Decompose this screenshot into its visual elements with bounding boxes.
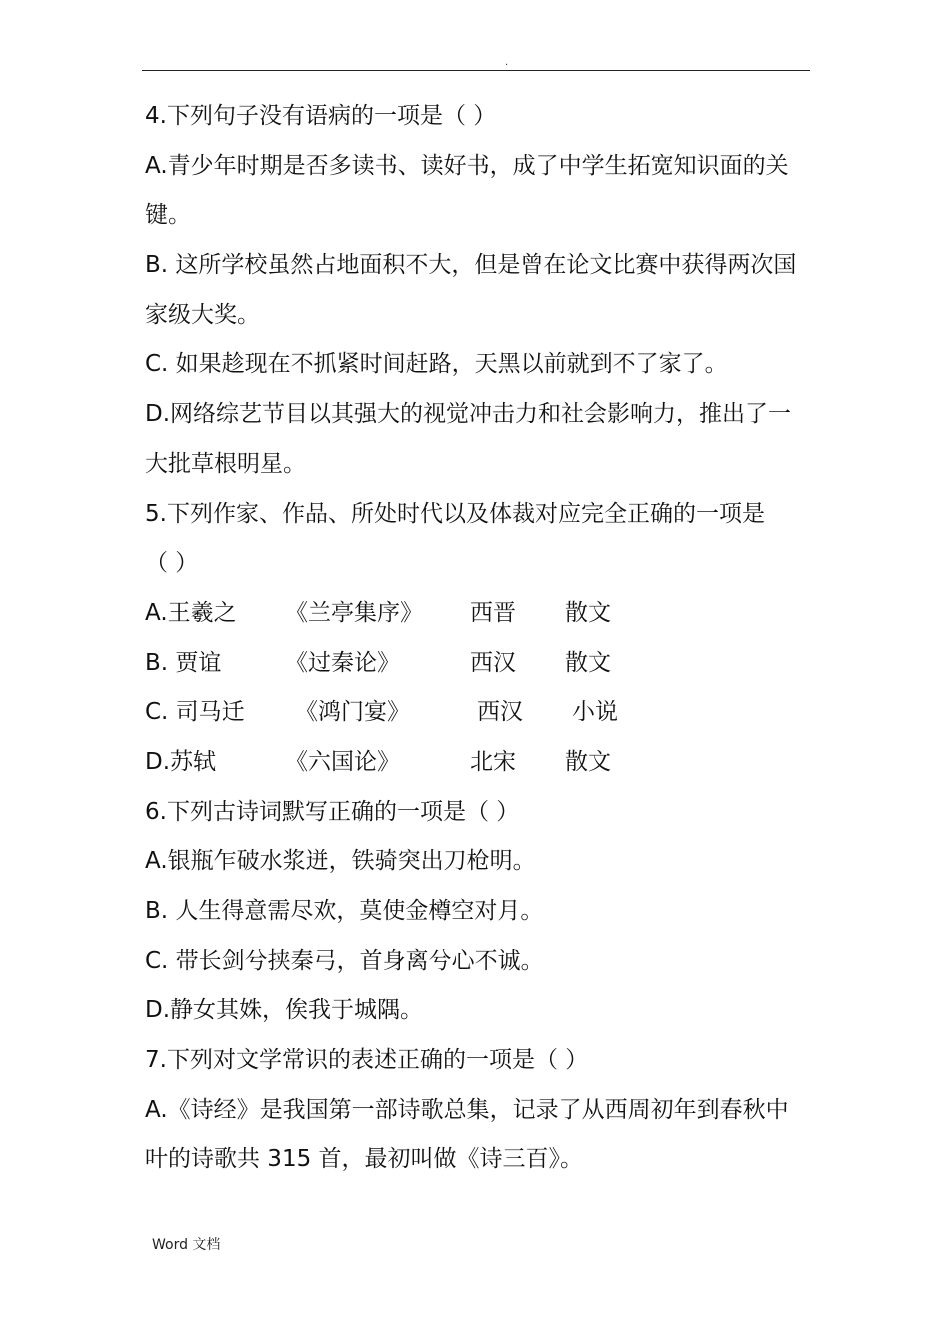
q4-option-a-line1: A.青少年时期是否多读书、读好书，成了中学生拓宽知识面的关 <box>145 152 789 179</box>
q5-option-b-author: B. 贾谊 <box>145 649 222 676</box>
q5-option-b-era: 西汉 <box>470 649 516 676</box>
q4-option-c: C. 如果趁现在不抓紧时间赶路，天黑以前就到不了家了。 <box>145 351 728 378</box>
q7-option-a-line2: 叶的诗歌共 315 首，最初叫做《诗三百》。 <box>145 1146 584 1173</box>
page-footer: Word 文档 <box>152 1237 221 1253</box>
q4-option-b-line1: B. 这所学校虽然占地面积不大，但是曾在论文比赛中获得两次国 <box>145 252 797 279</box>
q5-option-a <box>145 589 810 639</box>
document-body <box>145 92 810 1185</box>
q5-option-d-era: 北宋 <box>470 748 516 775</box>
q5-option-c-author: C. 司马迁 <box>145 699 245 726</box>
q5-option-c-genre: 小说 <box>572 699 618 726</box>
q4-stem: 4.下列句子没有语病的一项是（ ） <box>145 103 497 129</box>
q6-option-c: C. 带长剑兮挟秦弓，首身离兮心不诚。 <box>145 947 544 974</box>
q7-stem: 7.下列对文学常识的表述正确的一项是（ ） <box>145 1047 589 1074</box>
q6-option-b: B. 人生得意需尽欢，莫使金樽空对月。 <box>145 898 544 924</box>
q5-option-a-era: 西晋 <box>470 599 516 626</box>
q5-option-a-work: 《兰亭集序》 <box>285 599 423 626</box>
q6-option-a: A.银瓶乍破水浆迸，铁骑突出刀枪明。 <box>145 848 536 875</box>
q5-option-b-work: 《过秦论》 <box>285 649 400 676</box>
q5-option-c-era: 西汉 <box>477 699 523 726</box>
q5-option-d-genre: 散文 <box>565 748 611 775</box>
q5-option-a-author: A.王羲之 <box>145 599 237 626</box>
q5-option-c <box>145 688 810 738</box>
q5-option-c-work: 《鸿门宴》 <box>295 699 410 726</box>
q5-option-a-genre: 散文 <box>565 599 611 626</box>
q5-option-b <box>145 639 810 689</box>
q4-option-d-line2: 大批草根明星。 <box>145 450 306 477</box>
header-mark: . <box>505 57 509 68</box>
q5-stem-line1: 5.下列作家、作品、所处时代以及体裁对应完全正确的一项是 <box>145 500 765 527</box>
q5-option-d <box>145 738 810 788</box>
q5-option-b-genre: 散文 <box>565 649 611 676</box>
q6-option-d: D.静女其姝，俟我于城隅。 <box>145 997 424 1024</box>
q5-stem-line2: （ ） <box>145 550 199 577</box>
q4-option-a-line2: 键。 <box>145 202 191 229</box>
header-rule <box>142 70 810 71</box>
q4-option-b-line2: 家级大奖。 <box>145 301 260 328</box>
q5-option-d-author: D.苏轼 <box>145 748 217 775</box>
q6-stem: 6.下列古诗词默写正确的一项是（ ） <box>145 798 520 825</box>
q5-option-d-work: 《六国论》 <box>285 748 400 775</box>
q4-option-d-line1: D.网络综艺节目以其强大的视觉冲击力和社会影响力，推出了一 <box>145 401 792 428</box>
q7-option-a-line1: A.《诗经》是我国第一部诗歌总集，记录了从西周初年到春秋中 <box>145 1096 789 1123</box>
